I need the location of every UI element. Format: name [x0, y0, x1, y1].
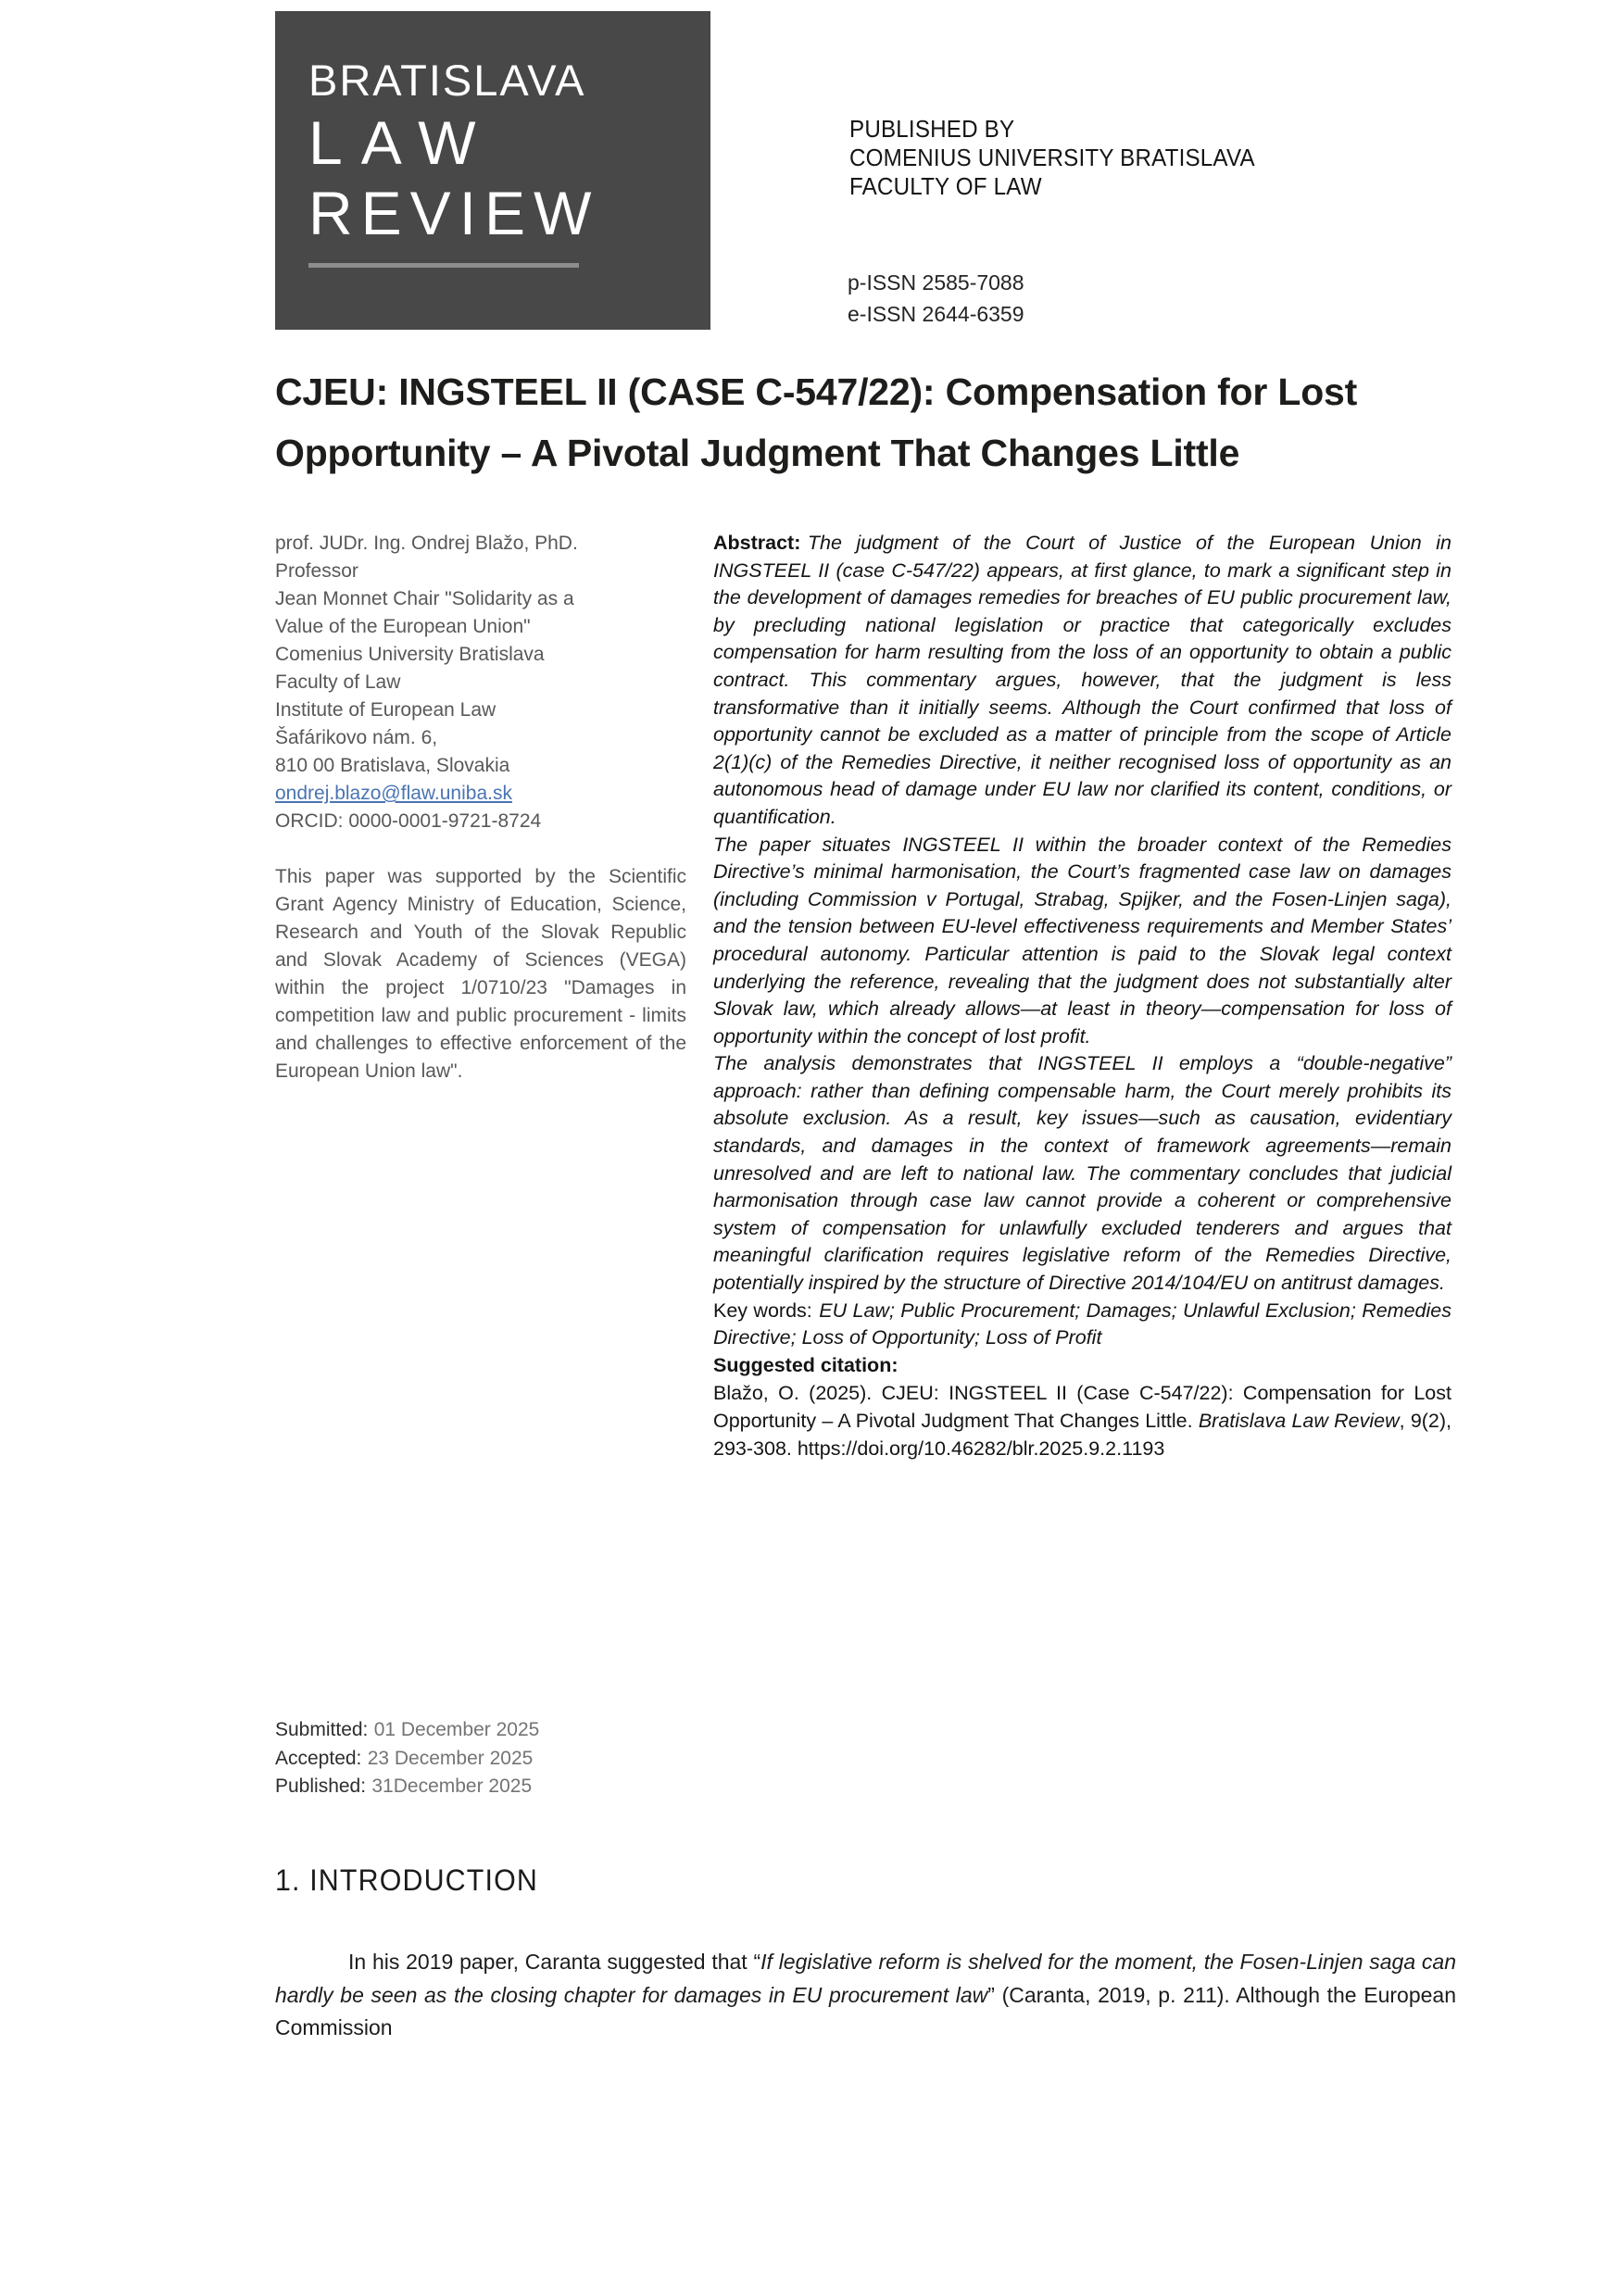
accepted-date: 23 December 2025	[367, 1747, 534, 1769]
submitted-date: 01 December 2025	[373, 1719, 540, 1740]
published-date-row	[275, 1773, 686, 1801]
accepted-label: Accepted:	[275, 1747, 362, 1769]
print-issn: p-ISSN 2585-7088	[848, 270, 1024, 295]
author-name: prof. JUDr. Ing. Ondrej Blažo, PhD.	[275, 533, 578, 554]
logo-line-review: REVIEW	[308, 179, 600, 247]
submitted-date-row	[275, 1716, 686, 1745]
published-date: 31December 2025	[371, 1775, 533, 1797]
logo-line-bratislava: BRATISLAVA	[308, 56, 586, 105]
electronic-issn: e-ISSN 2644-6359	[848, 302, 1024, 326]
author-chair-line-1: Jean Monnet Chair "Solidarity as a	[275, 588, 574, 609]
author-city-address: 810 00 Bratislava, Slovakia	[275, 755, 510, 776]
suggested-citation-label: Suggested citation:	[713, 1353, 898, 1376]
keywords-label: Key words:	[713, 1299, 812, 1322]
abstract-column	[713, 530, 1451, 1462]
author-email-link[interactable]: ondrej.blazo@flaw.uniba.sk	[275, 783, 512, 804]
author-orcid: ORCID: 0000-0001-9721-8724	[275, 810, 542, 832]
publisher-university: COMENIUS UNIVERSITY BRATISLAVA	[849, 144, 1255, 171]
suggested-citation-text: Blažo, O. (2025). CJEU: INGSTEEL II (Case C-547/22): Compensation for Lost Opportunity – A Pivotal Judgment That Changes Little. Bratislava Law Review, 9(2), 293-308. https://doi.org/10.46282/blr.2025.9.2.1193	[713, 1382, 1452, 1461]
published-label: Published:	[275, 1775, 367, 1797]
logo-line-law: LAW	[308, 108, 495, 177]
abstract-label: Abstract:	[713, 532, 801, 554]
author-info-column	[275, 530, 686, 1085]
article-title: CJEU: INGSTEEL II (CASE C-547/22): Compensation for Lost Opportunity – A Pivotal Judgment That Changes Little	[275, 370, 1358, 474]
author-faculty: Faculty of Law	[275, 671, 401, 693]
submitted-label: Submitted:	[275, 1719, 369, 1740]
caranta-quote: If legislative reform is shelved for the moment, the Fosen-Linjen saga can hardly be seen as the closing chapter for damages in EU procurement law	[275, 1950, 1456, 2007]
keywords-list: EU Law; Public Procurement; Damages; Unlawful Exclusion; Remedies Directive; Loss of Opportunity; Loss of Profit	[713, 1299, 1451, 1349]
published-by-label: PUBLISHED BY	[849, 115, 1015, 143]
issn-block	[848, 267, 1024, 330]
journal-logo	[275, 11, 710, 330]
funding-acknowledgement: This paper was supported by the Scientific Grant Agency Ministry of Education, Science, Research and Youth of the Slovak Republic and Slovak Academy of Sciences (VEGA) within the project 1/0710/23 "Damages in competition law and public procurement - limits and challenges to effective enforcement of the European Union law".	[275, 866, 686, 1082]
accepted-date-row	[275, 1745, 686, 1774]
abstract-paragraph-3: The analysis demonstrates that INGSTEEL II employs a “double-negative” approach: rather than defining compensable harm, the Court merely prohibits its absolute exclusion. As a result, key issues—such as causation, evidentiary standards, and damages in the context of framework agreements—remain unresolved and are left to national law. The commentary concludes that judicial harmonisation through case law cannot provide a coherent or comprehensive system of compensation for unlawfully excluded tenderers and argues that meaningful clarification requires legislative reform of the Remedies Directive, potentially inspired by the structure of Directive 2014/104/EU on antitrust damages.	[713, 1052, 1451, 1295]
author-university: Comenius University Bratislava	[275, 644, 545, 665]
publisher-block	[849, 115, 1255, 201]
author-chair-line-2: Value of the European Union"	[275, 616, 531, 637]
journal-name: Bratislava Law Review	[1198, 1410, 1400, 1433]
logo-underline-rule	[308, 263, 579, 268]
author-institute: Institute of European Law	[275, 699, 496, 721]
abstract-paragraph-1: Abstract: The judgment of the Court of Justice of the European Union in INGSTEEL II (case C-547/22) appears, at first glance, to mark a significant step in the development of damages remedies for breaches of EU public procurement law, by precluding national legislation or practice that categorically excludes compensation for harm resulting from the loss of an opportunity to obtain a public contract. This commentary argues, however, that the judgment is less transformative than it initially seems. Although the Court confirmed that loss of opportunity cannot be excluded as a matter of principle from the scope of Article 2(1)(c) of the Remedies Directive, it neither recognised loss of opportunity as an autonomous head of damage under EU law nor clarified its content, conditions, or quantification.	[713, 532, 1451, 828]
author-street-address: Šafárikovo nám. 6,	[275, 727, 438, 748]
introduction-paragraph: In his 2019 paper, Caranta suggested that “If legislative reform is shelved for the moment, the Fosen-Linjen saga can hardly be seen as the closing chapter for damages in EU procurement law” (Caranta, 2019, p. 211). Although the European Commission	[275, 1950, 1456, 2039]
publisher-faculty: FACULTY OF LAW	[849, 172, 1042, 200]
author-position: Professor	[275, 560, 358, 582]
abstract-paragraph-2: The paper situates INGSTEEL II within the broader context of the Remedies Directive’s minimal harmonisation, the Court’s fragmented case law on damages (including Commission v Portugal, Strabag, Spijker, and the Fosen-Linjen saga), and the tension between EU-level effectiveness requirements and Member States’ procedural autonomy. Particular attention is paid to the Slovak legal context underlying the reference, revealing that the judgment does not substantially alter Slovak law, which already allows—at least in theory—compensation for loss of opportunity within the concept of lost profit.	[713, 833, 1451, 1048]
section-heading-introduction: 1. INTRODUCTION	[275, 1863, 538, 1897]
citation-volume-doi: , 9(2), 293-308. https://doi.org/10.46282/blr.2025.9.2.1193	[713, 1410, 1452, 1461]
keywords-paragraph	[713, 1298, 1451, 1352]
article-dates-block	[275, 1716, 686, 1801]
